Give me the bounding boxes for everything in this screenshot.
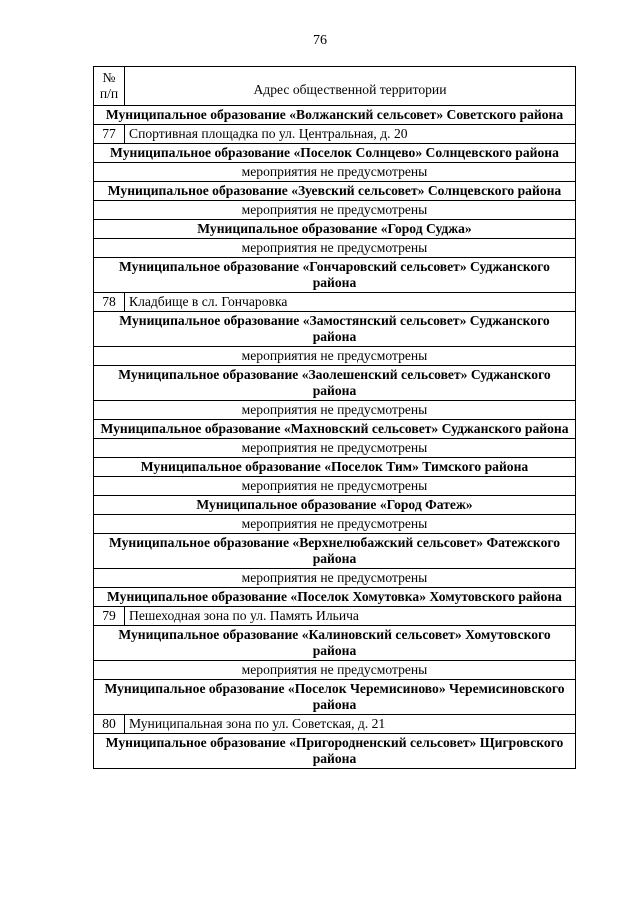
- no-activities-row: [94, 477, 576, 496]
- no-activities-note: мероприятия не предусмотрены: [94, 239, 576, 258]
- municipality-name: Муниципальное образование «Верхнелюбажский сельсовет» Фатежского района: [94, 534, 576, 569]
- territory-address: Кладбище в сл. Гончаровка: [125, 293, 576, 312]
- municipality-name: Муниципальное образование «Пригородненский сельсовет» Щигровского района: [94, 734, 576, 769]
- municipality-heading-row: [94, 106, 576, 125]
- municipality-heading-row: [94, 312, 576, 347]
- row-number: 78: [94, 293, 125, 312]
- no-activities-row: [94, 401, 576, 420]
- no-activities-note: мероприятия не предусмотрены: [94, 569, 576, 588]
- municipality-heading-row: [94, 144, 576, 163]
- municipality-name: Муниципальное образование «Махновский сельсовет» Суджанского района: [94, 420, 576, 439]
- municipality-heading-row: [94, 182, 576, 201]
- territory-address: Муниципальная зона по ул. Советская, д. 21: [125, 715, 576, 734]
- table-body: [94, 106, 576, 769]
- municipality-heading-row: [94, 220, 576, 239]
- municipality-name: Муниципальное образование «Гончаровский сельсовет» Суджанского района: [94, 258, 576, 293]
- no-activities-note: мероприятия не предусмотрены: [94, 661, 576, 680]
- table-row: [94, 293, 576, 312]
- no-activities-note: мероприятия не предусмотрены: [94, 163, 576, 182]
- row-number: 77: [94, 125, 125, 144]
- territories-table: [93, 66, 576, 769]
- no-activities-row: [94, 163, 576, 182]
- municipality-heading-row: [94, 420, 576, 439]
- municipality-name: Муниципальное образование «Зуевский сельсовет» Солнцевского района: [94, 182, 576, 201]
- municipality-name: Муниципальное образование «Поселок Черемисиново» Черемисиновского района: [94, 680, 576, 715]
- no-activities-row: [94, 201, 576, 220]
- column-header-address: Адрес общественной территории: [125, 67, 576, 106]
- no-activities-row: [94, 439, 576, 458]
- no-activities-row: [94, 515, 576, 534]
- municipality-heading-row: [94, 258, 576, 293]
- no-activities-note: мероприятия не предусмотрены: [94, 401, 576, 420]
- column-header-number: [94, 67, 125, 106]
- municipality-name: Муниципальное образование «Город Фатеж»: [94, 496, 576, 515]
- page-number: 76: [313, 33, 327, 48]
- table-header-row: [94, 67, 576, 106]
- column-header-number-text: № п/п: [99, 70, 119, 101]
- municipality-name: Муниципальное образование «Калиновский сельсовет» Хомутовского района: [94, 626, 576, 661]
- municipality-heading-row: [94, 734, 576, 769]
- no-activities-row: [94, 239, 576, 258]
- municipality-name: Муниципальное образование «Поселок Солнцево» Солнцевского района: [94, 144, 576, 163]
- municipality-name: Муниципальное образование «Поселок Хомутовка» Хомутовского района: [94, 588, 576, 607]
- no-activities-note: мероприятия не предусмотрены: [94, 477, 576, 496]
- no-activities-row: [94, 347, 576, 366]
- municipality-heading-row: [94, 588, 576, 607]
- municipality-name: Муниципальное образование «Волжанский сельсовет» Советского района: [94, 106, 576, 125]
- municipality-heading-row: [94, 534, 576, 569]
- municipality-name: Муниципальное образование «Замостянский сельсовет» Суджанского района: [94, 312, 576, 347]
- no-activities-note: мероприятия не предусмотрены: [94, 201, 576, 220]
- row-number: 80: [94, 715, 125, 734]
- table-row: [94, 125, 576, 144]
- no-activities-note: мероприятия не предусмотрены: [94, 347, 576, 366]
- municipality-name: Муниципальное образование «Поселок Тим» Тимского района: [94, 458, 576, 477]
- no-activities-row: [94, 569, 576, 588]
- municipality-heading-row: [94, 496, 576, 515]
- municipality-name: Муниципальное образование «Город Суджа»: [94, 220, 576, 239]
- municipality-name: Муниципальное образование «Заолешенский сельсовет» Суджанского района: [94, 366, 576, 401]
- no-activities-note: мероприятия не предусмотрены: [94, 515, 576, 534]
- row-number: 79: [94, 607, 125, 626]
- table-row: [94, 715, 576, 734]
- municipality-heading-row: [94, 458, 576, 477]
- municipality-heading-row: [94, 680, 576, 715]
- territory-address: Спортивная площадка по ул. Центральная, д. 20: [125, 125, 576, 144]
- no-activities-row: [94, 661, 576, 680]
- no-activities-note: мероприятия не предусмотрены: [94, 439, 576, 458]
- territory-address: Пешеходная зона по ул. Память Ильича: [125, 607, 576, 626]
- table-row: [94, 607, 576, 626]
- municipality-heading-row: [94, 626, 576, 661]
- municipality-heading-row: [94, 366, 576, 401]
